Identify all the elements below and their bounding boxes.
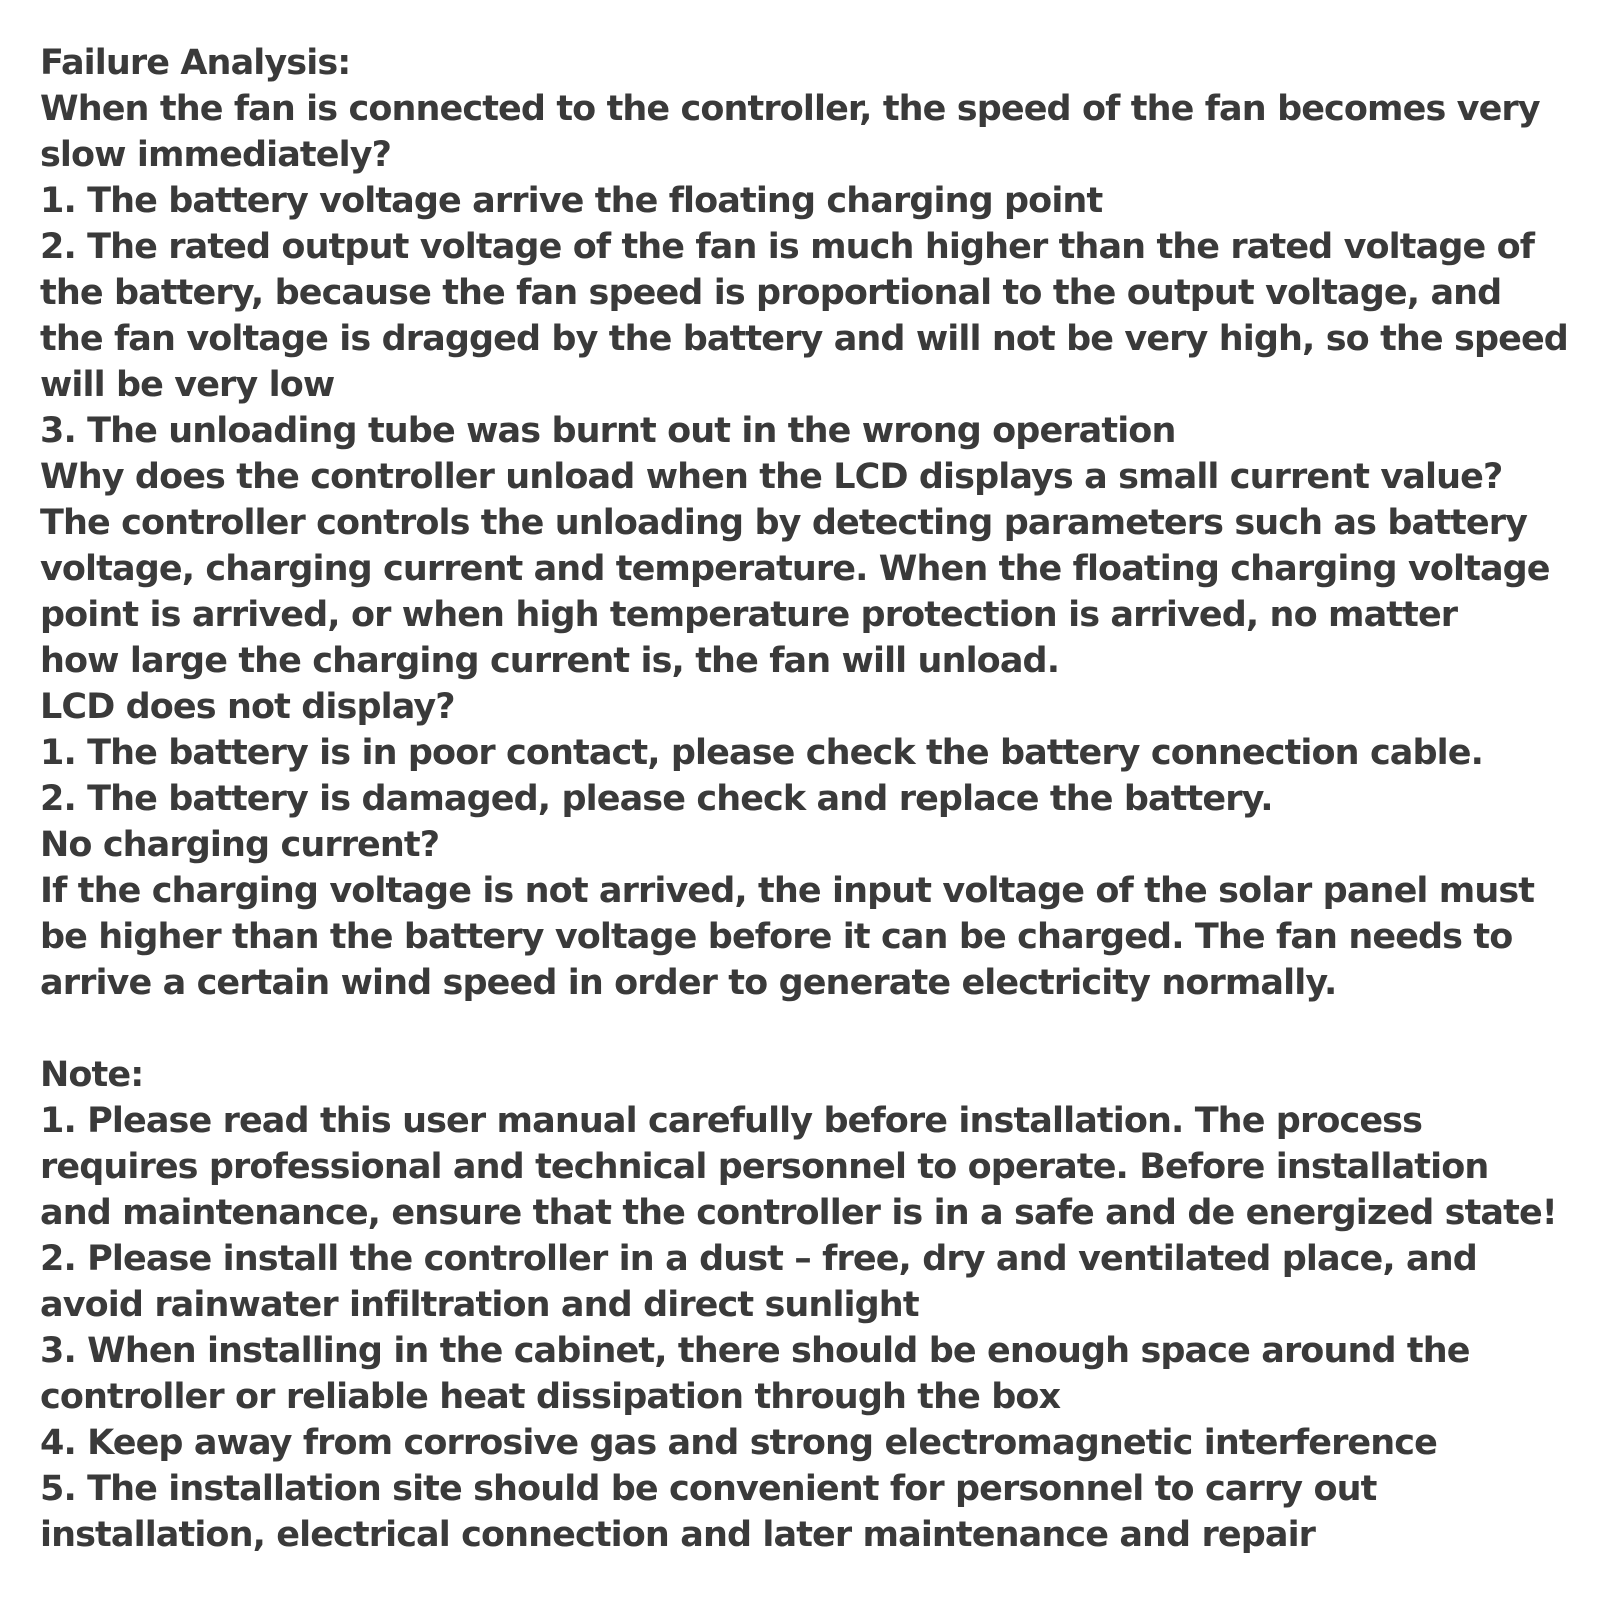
text-line: When the fan is connected to the controller, the speed of the fan becomes very [40,89,1540,129]
text-line: 3. When installing in the cabinet, there should be enough space around the [40,1331,1470,1371]
section-spacer [40,1006,1570,1052]
text-line: how large the charging current is, the fan will unload. [40,641,1060,681]
section-heading: Note: [40,1055,144,1095]
text-line: The controller controls the unloading by detecting parameters such as battery [40,503,1528,543]
text-line: and maintenance, ensure that the controller is in a safe and de energized state! [40,1193,1557,1233]
text-line: If the charging voltage is not arrived, the input voltage of the solar panel must [40,871,1535,911]
section-heading: Failure Analysis: [40,43,351,83]
failure-analysis-section [40,40,1570,1006]
text-line: 1. Please read this user manual carefully before installation. The process [40,1101,1423,1141]
text-line: Why does the controller unload when the LCD displays a small current value? [40,457,1503,497]
text-line: controller or reliable heat dissipation through the box [40,1377,1061,1417]
text-line: requires professional and technical personnel to operate. Before installation [40,1147,1489,1187]
text-line: be higher than the battery voltage before it can be charged. The fan needs to [40,917,1513,957]
text-line: slow immediately? [40,135,392,175]
text-line: LCD does not display? [40,687,455,727]
text-line: arrive a certain wind speed in order to generate electricity normally. [40,963,1337,1003]
text-line: 5. The installation site should be convenient for personnel to carry out [40,1469,1377,1509]
text-line: 2. The battery is damaged, please check and replace the battery. [40,779,1273,819]
text-line: 4. Keep away from corrosive gas and strong electromagnetic interference [40,1423,1437,1463]
text-line: 2. Please install the controller in a dust – free, dry and ventilated place, and [40,1239,1477,1279]
text-line: No charging current? [40,825,440,865]
text-line: installation, electrical connection and later maintenance and repair [40,1515,1316,1555]
document-body [40,40,1570,1558]
text-line: 1. The battery voltage arrive the floating charging point [40,181,1103,221]
text-line: voltage, charging current and temperature. When the floating charging voltage [40,549,1550,589]
text-line: the fan voltage is dragged by the battery and will not be very high, so the speed [40,319,1568,359]
text-line: 2. The rated output voltage of the fan is much higher than the rated voltage of [40,227,1535,267]
text-line: avoid rainwater infiltration and direct sunlight [40,1285,919,1325]
text-line: the battery, because the fan speed is proportional to the output voltage, and [40,273,1502,313]
note-section [40,1052,1570,1558]
text-line: point is arrived, or when high temperature protection is arrived, no matter [40,595,1458,635]
text-line: 3. The unloading tube was burnt out in the wrong operation [40,411,1176,451]
text-line: 1. The battery is in poor contact, please check the battery connection cable. [40,733,1484,773]
text-line: will be very low [40,365,335,405]
